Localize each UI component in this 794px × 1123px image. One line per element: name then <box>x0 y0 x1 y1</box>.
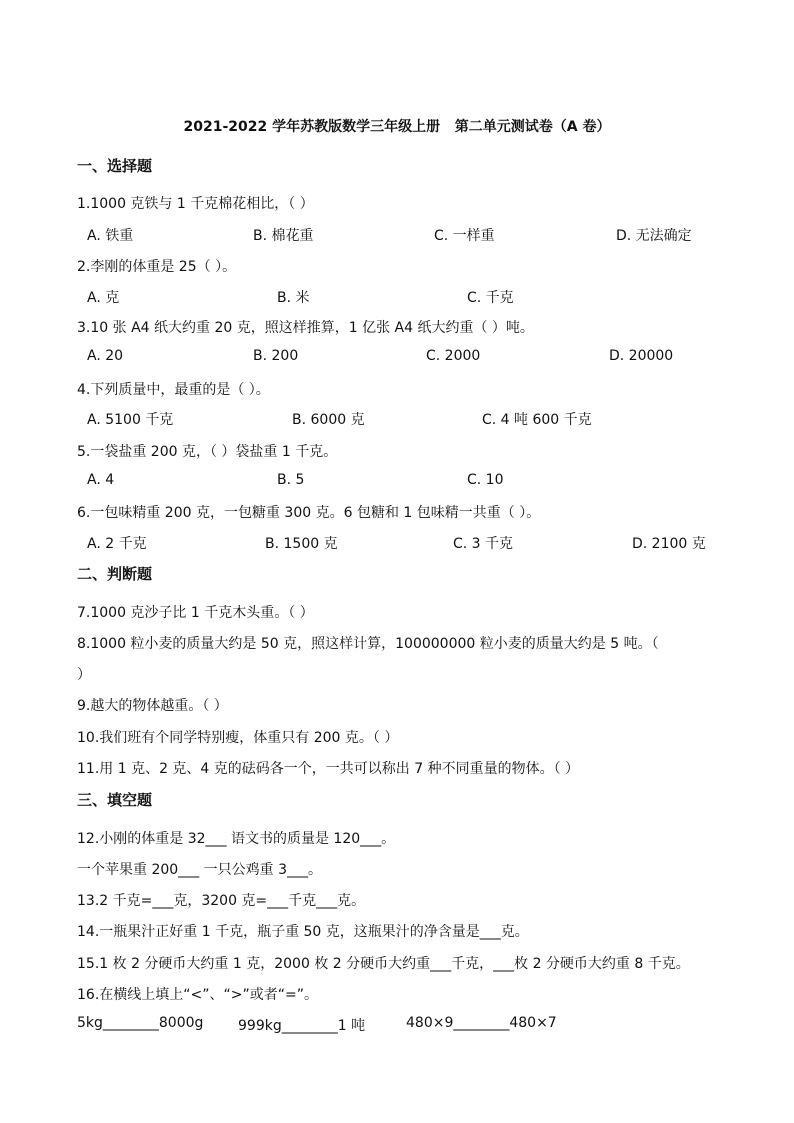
question-6: 6.一包味精重 200 克，一包糖重 300 克。6 包糖和 1 包味精一共重（ ）。 <box>77 505 541 521</box>
question-2: 2.李刚的体重是 25（ ）。 <box>77 259 237 275</box>
section-heading-choice: 一、选择题 <box>77 157 153 175</box>
question-5: 5.一袋盐重 200 克，（ ）袋盐重 1 千克。 <box>77 444 338 460</box>
q3-option-b: B. 200 <box>253 348 299 364</box>
question-9: 9.越大的物体越重。（ ） <box>77 698 228 714</box>
q6-option-b: B. 1500 克 <box>265 536 338 552</box>
question-15: 15.1 枚 2 分硬币大约重 1 克，2000 枚 2 分硬币大约重___千克，___枚 2 分硬币大约重 8 千克。 <box>77 956 690 972</box>
q5-option-a: A. 4 <box>87 472 115 488</box>
question-7: 7.1000 克沙子比 1 千克木头重。（ ） <box>77 605 314 621</box>
question-8: 8.1000 粒小麦的质量大约是 50 克，照这样计算，100000000 粒小麦的质量大约是 5 吨。（ <box>77 636 659 652</box>
question-3: 3.10 张 A4 纸大约重 20 克，照这样推算，1 亿张 A4 纸大约重（ ）吨。 <box>77 320 534 336</box>
section-heading-fill-blank: 三、填空题 <box>77 791 153 809</box>
q4-option-c: C. 4 吨 600 千克 <box>482 412 592 428</box>
q3-option-c: C. 2000 <box>426 348 481 364</box>
q16-item-2: 999kg________1 吨 <box>238 1018 366 1034</box>
q6-option-c: C. 3 千克 <box>453 536 514 552</box>
q2-option-a: A. 克 <box>87 290 120 306</box>
q3-option-a: A. 20 <box>87 348 124 364</box>
q3-option-d: D. 20000 <box>609 348 674 364</box>
q1-option-a: A. 铁重 <box>87 228 134 244</box>
question-13: 13.2 千克=___克，3200 克=___千克___克。 <box>77 893 366 909</box>
question-8-continuation: ） <box>77 667 91 683</box>
question-14: 14.一瓶果汁正好重 1 千克，瓶子重 50 克，这瓶果汁的净含量是___克。 <box>77 924 529 940</box>
q6-option-a: A. 2 千克 <box>87 536 147 552</box>
question-12-line-2: 一个苹果重 200___ 一只公鸡重 3___。 <box>77 862 322 878</box>
question-4: 4.下列质量中，最重的是（ ）。 <box>77 382 270 398</box>
q5-option-b: B. 5 <box>277 472 305 488</box>
q1-option-b: B. 棉花重 <box>253 228 314 244</box>
q2-option-b: B. 米 <box>277 290 310 306</box>
q5-option-c: C. 10 <box>467 472 504 488</box>
question-16: 16.在横线上填上“<”、“>”或者“=”。 <box>77 987 318 1003</box>
question-10: 10.我们班有个同学特别瘦，体重只有 200 克。（ ） <box>77 730 399 746</box>
q4-option-a: A. 5100 千克 <box>87 412 174 428</box>
worksheet-title: 2021-2022 学年苏教版数学三年级上册 第二单元测试卷（A 卷） <box>183 119 611 135</box>
q16-item-1: 5kg________8000g <box>77 1015 204 1031</box>
q6-option-d: D. 2100 克 <box>632 536 706 552</box>
question-12: 12.小刚的体重是 32___ 语文书的质量是 120___。 <box>77 831 396 847</box>
section-heading-judgement: 二、判断题 <box>77 565 153 583</box>
q2-option-c: C. 千克 <box>467 290 514 306</box>
q1-option-d: D. 无法确定 <box>616 228 692 244</box>
q4-option-b: B. 6000 克 <box>292 412 365 428</box>
q1-option-c: C. 一样重 <box>434 228 495 244</box>
question-1: 1.1000 克铁与 1 千克棉花相比，（ ） <box>77 196 314 212</box>
question-11: 11.用 1 克、2 克、4 克的砝码各一个，一共可以称出 7 种不同重量的物体。（ ） <box>77 761 580 777</box>
q16-item-3: 480×9________480×7 <box>406 1015 557 1031</box>
